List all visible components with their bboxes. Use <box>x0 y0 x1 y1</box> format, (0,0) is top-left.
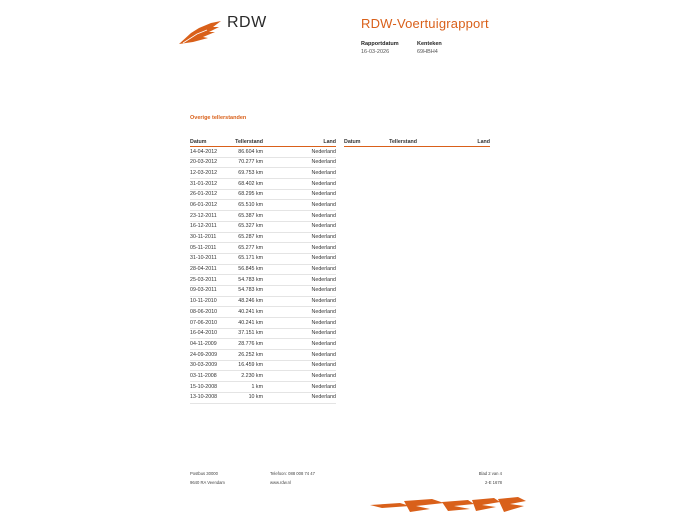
footer-page-info <box>440 469 502 487</box>
row-date: 04-11-2009 <box>190 340 217 347</box>
table-row <box>190 307 336 318</box>
rdw-logo-icon <box>177 20 223 46</box>
footer-page-number: Blad 2 van 4 <box>478 471 502 476</box>
table-row <box>190 297 336 308</box>
section-title: Overige tellerstanden <box>190 115 247 121</box>
row-odometer: 65.171 km <box>238 255 263 262</box>
row-country: Nederland <box>311 330 336 337</box>
row-date: 10-11-2010 <box>190 298 217 305</box>
row-date: 16-12-2011 <box>190 223 217 230</box>
row-country: Nederland <box>311 201 336 208</box>
odometer-table-right <box>344 139 490 147</box>
row-country: Nederland <box>311 234 336 240</box>
row-date: 31-10-2011 <box>190 255 217 262</box>
plate-value: 69HBH4 <box>417 49 438 55</box>
row-date: 08-06-2010 <box>190 308 218 315</box>
table-row <box>190 265 336 276</box>
table-row <box>190 286 336 297</box>
row-date: 13-10-2008 <box>190 394 218 401</box>
header-odometer: Tellerstand <box>389 139 417 145</box>
row-country: Nederland <box>311 159 336 166</box>
table-row <box>190 168 336 179</box>
row-country: Nederland <box>311 351 336 358</box>
table-row <box>190 318 336 329</box>
footer-website[interactable]: www.rdw.nl <box>270 480 291 485</box>
row-date: 20-03-2012 <box>190 159 218 166</box>
report-date-label: Rapportdatum <box>361 41 399 47</box>
row-date: 31-01-2012 <box>190 180 218 187</box>
table-row <box>190 233 336 244</box>
row-odometer: 56.845 km <box>238 266 263 273</box>
footer-code: 2-E 1678 <box>485 480 502 485</box>
header-odometer: Tellerstand <box>235 139 263 145</box>
table-row <box>190 243 336 254</box>
footer-address <box>190 469 225 487</box>
row-odometer: 2.230 km <box>241 372 263 379</box>
row-odometer: 65.277 km <box>238 244 263 251</box>
row-odometer: 10 km <box>248 394 263 401</box>
row-odometer: 68.295 km <box>238 191 263 198</box>
row-country: Nederland <box>311 372 336 379</box>
table-row <box>190 361 336 372</box>
row-odometer: 86.604 km <box>238 148 263 155</box>
table-row <box>190 147 336 158</box>
table-row <box>190 371 336 382</box>
row-date: 24-09-2009 <box>190 351 218 358</box>
row-date: 15-10-2008 <box>190 383 218 390</box>
table-row <box>190 222 336 233</box>
row-country: Nederland <box>311 298 336 305</box>
table-row <box>190 200 336 211</box>
logo-text: RDW <box>227 14 267 31</box>
header-country: Land <box>323 139 336 145</box>
row-country: Nederland <box>311 383 336 390</box>
table-row <box>190 350 336 361</box>
row-country: Nederland <box>311 212 336 219</box>
row-country: Nederland <box>311 244 336 251</box>
row-country: Nederland <box>311 276 336 283</box>
row-country: Nederland <box>311 308 336 315</box>
row-date: 26-01-2012 <box>190 191 218 198</box>
row-country: Nederland <box>311 255 336 262</box>
row-country: Nederland <box>311 394 336 401</box>
table-row <box>190 179 336 190</box>
header-date: Datum <box>190 139 207 145</box>
row-date: 30-03-2009 <box>190 362 218 369</box>
row-date: 16-04-2010 <box>190 330 218 337</box>
row-odometer: 16.459 km <box>238 362 263 369</box>
row-odometer: 40.241 km <box>238 308 263 315</box>
table-row <box>190 393 336 404</box>
row-country: Nederland <box>311 340 336 347</box>
table-header <box>344 139 490 147</box>
report-date-block <box>361 40 399 56</box>
header-country: Land <box>477 139 490 145</box>
row-country: Nederland <box>311 191 336 198</box>
row-odometer: 48.246 km <box>238 298 263 305</box>
row-date: 09-03-2011 <box>190 287 217 294</box>
row-odometer: 65.287 km <box>238 234 263 240</box>
header-date: Datum <box>344 139 361 145</box>
row-odometer: 28.776 km <box>238 340 263 347</box>
row-date: 05-11-2011 <box>190 244 217 251</box>
odometer-table-left <box>190 139 336 404</box>
row-country: Nederland <box>311 287 336 294</box>
report-date-value: 16-03-2026 <box>361 49 390 55</box>
row-date: 06-01-2012 <box>190 201 218 208</box>
table-row <box>190 275 336 286</box>
row-odometer: 65.387 km <box>238 212 263 219</box>
row-country: Nederland <box>311 148 336 155</box>
table-row <box>190 211 336 222</box>
row-date: 07-06-2010 <box>190 319 218 326</box>
row-country: Nederland <box>311 362 336 369</box>
row-country: Nederland <box>311 319 336 326</box>
plate-label: Kenteken <box>417 41 442 47</box>
row-date: 30-11-2011 <box>190 234 217 240</box>
row-odometer: 26.252 km <box>238 351 263 358</box>
plate-block <box>417 40 442 56</box>
row-odometer: 37.151 km <box>238 330 263 337</box>
footer-phone: Telefoon: 088 008 74 47 <box>270 471 315 476</box>
table-row <box>190 382 336 393</box>
table-row <box>190 158 336 169</box>
footer-address-line1: Postbus 30000 <box>190 471 218 476</box>
row-date: 23-12-2011 <box>190 212 217 219</box>
row-odometer: 70.277 km <box>238 159 263 166</box>
table-header <box>190 139 336 147</box>
table-row <box>190 190 336 201</box>
row-odometer: 54.783 km <box>238 276 263 283</box>
row-odometer: 54.783 km <box>238 287 263 294</box>
row-date: 14-04-2012 <box>190 148 218 155</box>
table-row <box>190 254 336 265</box>
footer-contact <box>270 469 315 487</box>
row-date: 28-04-2011 <box>190 266 217 273</box>
row-odometer: 69.753 km <box>238 169 263 176</box>
table-row <box>190 339 336 350</box>
row-country: Nederland <box>311 180 336 187</box>
row-odometer: 68.402 km <box>238 180 263 187</box>
table-row <box>190 329 336 340</box>
footer-address-line2: 9640 RA Veendam <box>190 480 225 485</box>
row-odometer: 1 km <box>251 383 263 390</box>
row-date: 25-03-2011 <box>190 276 217 283</box>
rdw-stripes-icon <box>370 497 526 514</box>
row-odometer: 65.327 km <box>238 223 263 230</box>
row-country: Nederland <box>311 266 336 273</box>
row-country: Nederland <box>311 223 336 230</box>
report-title: RDW-Voertuigrapport <box>361 16 489 31</box>
row-date: 03-11-2008 <box>190 372 217 379</box>
row-country: Nederland <box>311 169 336 176</box>
row-odometer: 65.510 km <box>238 201 263 208</box>
row-odometer: 40.241 km <box>238 319 263 326</box>
row-date: 12-03-2012 <box>190 169 218 176</box>
